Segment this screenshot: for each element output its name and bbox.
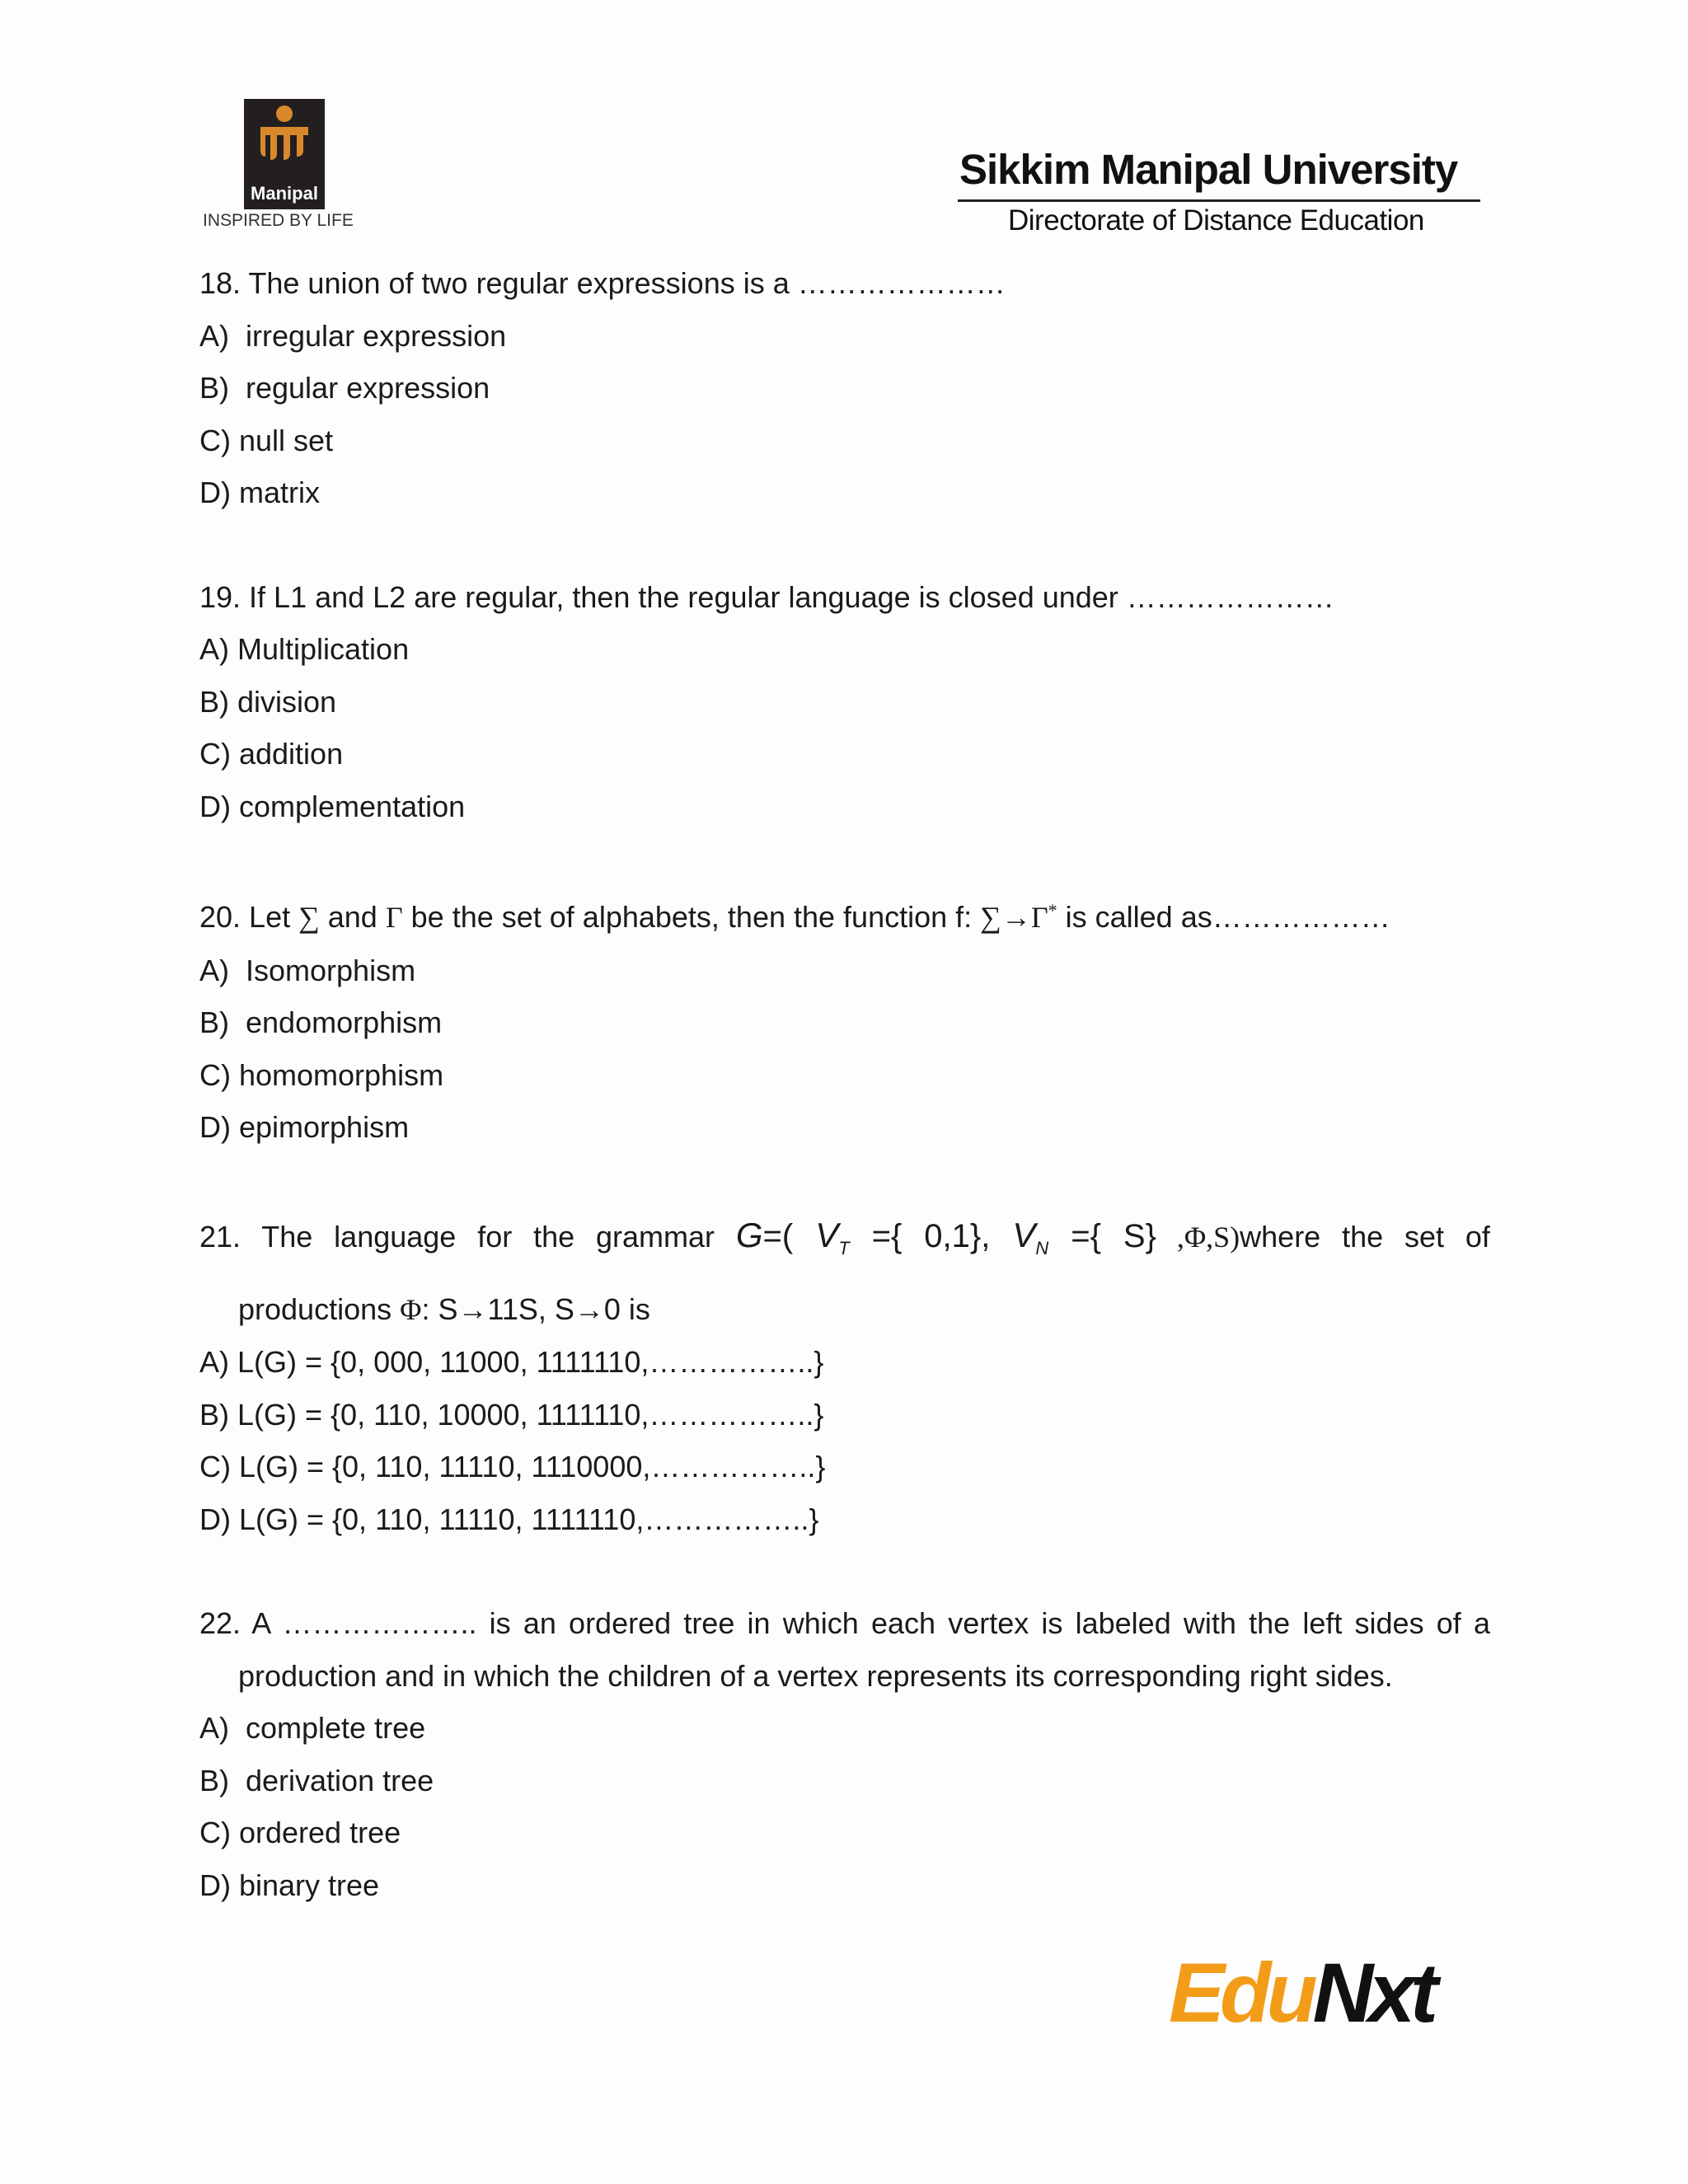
manipal-logo [244, 99, 325, 209]
option-c: C) ordered tree [199, 1816, 401, 1849]
question-20 [199, 884, 1490, 1154]
option-d: D) epimorphism [199, 1110, 410, 1144]
option-d: D) complementation [199, 789, 466, 823]
option-d: D) binary tree [199, 1868, 380, 1902]
option-b: B) division [199, 684, 337, 719]
option-c: C) addition [199, 737, 344, 771]
directorate-subtitle: Directorate of Distance Education [1008, 204, 1424, 237]
sigma-symbol: ∑ [298, 901, 320, 934]
option-b: B) derivation tree [199, 1763, 434, 1797]
question-stem-line-1: 21. The language for the grammar G=( $V_T$ ={ 0,1}, $V_N$ ={ S} ,Φ,S)where the set of [199, 1215, 1490, 1258]
question-22 [199, 1597, 1490, 1911]
function-expression: ∑→Γ [980, 901, 1048, 934]
logo-word: Manipal [251, 183, 318, 204]
option-a: A) irregular expression [199, 318, 507, 353]
question-21 [199, 1206, 1490, 1546]
option-c: C) L(G) = {0, 110, 11110, 1110000,……………..} [199, 1450, 826, 1483]
option-b: B) endomorphism [199, 1005, 443, 1039]
question-18 [199, 257, 1490, 519]
option-b: B) regular expression [199, 371, 490, 405]
option-a: A) Multiplication [199, 632, 410, 666]
option-a: A) L(G) = {0, 000, 11000, 1111110,……………..} [199, 1345, 824, 1379]
header-divider [958, 199, 1480, 202]
question-stem: 19. If L1 and L2 are regular, then the regular language is closed under ………………… [199, 579, 1334, 614]
question-stem-line-2: production and in which the children of a vertex represents its corresponding right sides. [238, 1658, 1393, 1693]
question-stem-line-1: 22. A ……………….. is an ordered tree in which each vertex is labeled with the left sides of a [199, 1606, 1490, 1640]
question-stem-line-2: productions Φ: S→11S, S→0 is [238, 1291, 650, 1326]
option-a: A) Isomorphism [199, 953, 416, 987]
question-stem: 20. Let ∑ and Γ be the set of alphabets, then the function f: ∑→Γ* is called as……………… [199, 900, 1390, 934]
university-title: Sikkim Manipal University [959, 146, 1458, 193]
option-d: D) L(G) = {0, 110, 11110, 1111110,……………..} [199, 1502, 819, 1536]
option-a: A) complete tree [199, 1711, 426, 1745]
grammar-definition: G=( $V_T$ ={ 0,1}, $V_N$ ={ S} ,Φ,S) [735, 1215, 1240, 1258]
tagline: INSPIRED BY LIFE [203, 211, 354, 230]
option-b: B) L(G) = {0, 110, 10000, 1111110,……………..} [199, 1397, 824, 1432]
option-c: C) null set [199, 423, 334, 457]
option-c: C) homomorphism [199, 1057, 444, 1092]
gamma-symbol: Γ [385, 901, 403, 934]
question-list [199, 257, 1490, 1963]
edunxt-logo: EduNxt [1169, 1946, 1434, 2040]
question-stem: 18. The union of two regular expressions is a ………………… [199, 266, 1006, 300]
option-d: D) matrix [199, 476, 320, 509]
question-19 [199, 571, 1490, 833]
